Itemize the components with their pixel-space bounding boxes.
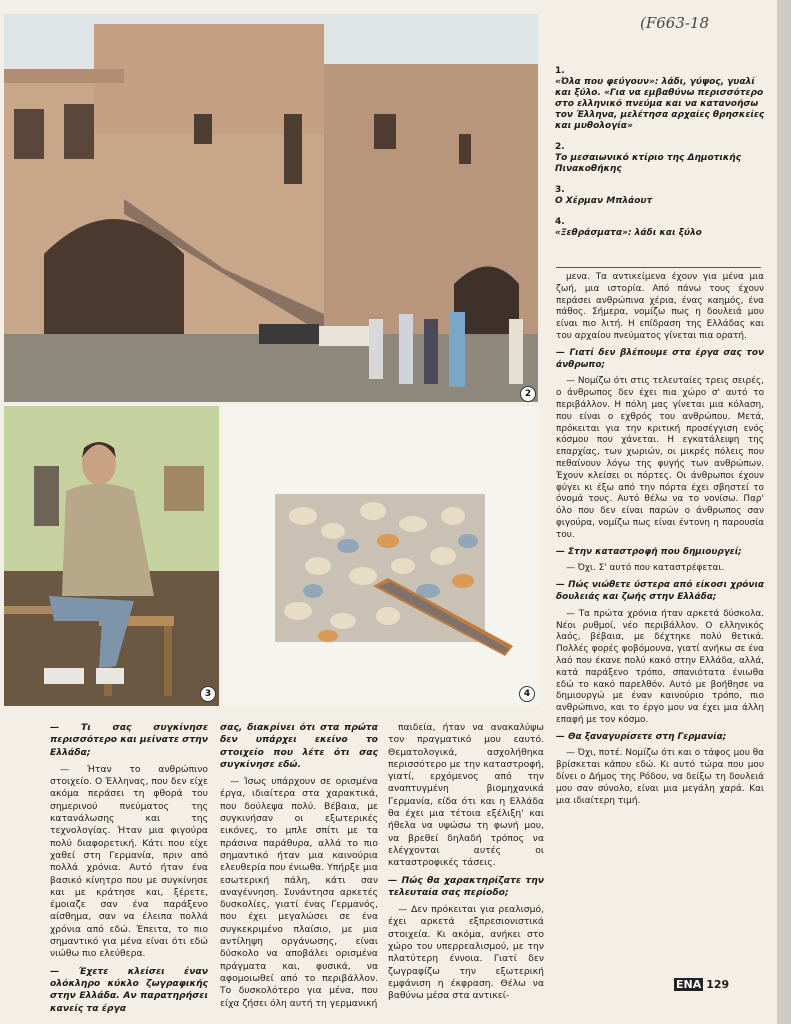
paragraph: — Νομίζω ότι στις τελευταίες τρεις σειρές, ο άνθρωπος δεν έχει πια χώρο σ' αυτό το περιβάλλον. Η πόλη μας γίνεται μια κόλαση, που είναι ο εχθρός του ανθρώπου. Μετά, πρόκειται για την κριτική προσέγγιση ενός κόσμου που χάνεται. Η εγκατάλειψη της επαρχίας, των χωριών, οι μικρές πόλεις που πεθαίνουν λόγω της φυγής των ανθρώπων. Έχουν κλείσει οι πόρτες. Οι άνθρωποι έχουν φύγει κι έξω από την πόρτα έχει σβηστεί το όνομά τους. Αυτό θέλω να το νονίσω. Παρ' όλο που δεν είναι παρών ο άνθρωπος σαν φιγούρα, νομίζω πως είναι έντονη η παρουσία του. [556,376,764,540]
question: — Έχετε κλείσει έναν ολόκληρο κύκλο ζωγραφικής στην Ελλάδα. Αν παρατηρήσει κανείς τα έργα [50,965,208,1014]
artist-illustration [4,406,219,706]
paragraph: — Όχι. Σ' αυτό που καταστρέφεται. [566,563,725,574]
photo-number-4: 4 [519,686,535,702]
article-column-2 [220,722,378,1015]
caption-1: 1. «Όλα που φεύγουν»: λάδι, γύψος, γυαλί και ξύλο. «Για να εμβαθύνω περισσότερο στο ελληνικό πνεύμα και να κατανοήσω τον Έλληνα, μελέτησα αρχαίες θρησκείες και μυθολογία» [555,66,765,131]
question: — Πώς θα χαρακτηρίζατε την τελευταία σας περίοδο; [388,874,544,898]
question: — Τι σας συγκίνησε περισσότερο και μείνατε στην Ελλάδα; [50,722,208,758]
page-number: 129 [706,978,730,991]
artwork-illustration [223,406,539,706]
photo-medieval-building [4,14,538,402]
article-column-3 [388,722,544,1008]
question: — Γιατί δεν βλέπουμε στα έργα σας τον άνθρωπο; [556,347,764,370]
paragraph: — Ήταν το ανθρώπινο στοιχείο. Ο Έλληνας, που δεν είχε ακόμα περάσει τη φθορά του σημερινού πνεύματος της κατανάλωσης και της τεχνολογίας. Ήταν μια φιγούρα πολύ διαφορετική. Κάτι που είχε χαθεί στη Γερμανία, πριν από πολλά χρόνια. Αυτό ήταν ένα βασικό κίνητρο που με συγκίνησε και με κράτησε και, ξέρετε, έμοιαζε σαν ένα παράξενο αίσθημα, σαν να έλειπα πολλά χρόνια από εδώ. Έπειτα, το πιο σημαντικό για μένα είναι ότι εδώ νιώθω πιο ελεύθερα. [50,763,208,960]
paragraph: — Ίσως υπάρχουν σε ορισμένα έργα, ιδιαίτερα στα χαρακτικά, που δούλεψα πολύ. Βέβαια, με συγκινήσαν οι εξωτερικές εικόνες, το μπλε σπίτι με τα πράσινα παράθυρα, αλλά το πιο σημαντικό ήταν μια καινούρια ελευθερία που ένιωθα. Υπήρξε μια εσωτερική πάλη, κάτι σαν αναγέννηση. Συνάντησα αρκετές δυσκολίες, γιατί ένας Γερμανός, που έχει μεγαλώσει σε ένα συγκεκριμένο πλαίσιο, με μια αντίληψη οργάνωσης, είναι δύσκολο να αποβάλει ορισμένα πράγματα και, φυσικά, να αφομοιωθεί από το περιβάλλον. Το δυσκολότερο για μένα, που είχα ζήσει όλη αυτή τη γερμανική [220,776,378,1009]
magazine-logo: ΕΝΑ [676,978,702,991]
page-footer [674,978,729,991]
handwritten-archive-note: (F663-18 [640,14,710,32]
article-column-1 [50,722,208,1020]
paragraph: μενα. Τα αντικείμενα έχουν για μένα μια ζωή, μια ιστορία. Από πάνω τους έχουν περάσει ανθρώπινα χέρια, ένας καημός, ένα πάθος. Σήμερα, νομίζω πως η δουλειά μου είναι πιο λιτή. Η επίδραση της Ελλάδας και του αρχαίου πνεύματος γίνεται πια ορατή. [556,272,764,341]
question: — Στην καταστροφή που δημιουργεί; [556,546,742,557]
building-illustration [4,14,538,402]
caption-4: 4. «Ξεθράσματα»: λάδι και ξύλο [555,217,702,238]
question: σας, διακρίνει ότι στα πρώτα δεν υπάρχει εκείνο το στοιχείο που λέτε ότι σας συγκίνησε εδώ. [220,722,378,770]
article-column-right [556,272,764,812]
photo-number-3: 3 [200,686,216,702]
question: — Θα ξαναγυρίσετε στη Γερμανία; [556,731,727,742]
caption-2: 2. Το μεσαιωνικό κτίριο της Δημοτικής Πινακοθήκης [555,142,742,174]
caption-divider [556,267,761,268]
photo-number-2: 2 [520,386,536,402]
paragraph: παιδεία, ήταν να ανακαλύψω τον πραγματικό μου εαυτό. Θεματολογικά, ασχολήθηκα περισσότερο με την καταστροφή, γιατί, ερχόμενος από την αναπτυγμένη βιομηχανικά Γερμανία, είδα ότι και η Ελλάδα θα έχει μια τέτοια εξέλιξη' και ήθελα να υψώσω τη φωνή μου, να βρεθεί δηλαδή τρόπος να ελέγχονται αυτές οι καταστροφικές τάσεις. [388,722,544,869]
paragraph: — Δεν πρόκειται για ρεαλισμό, έχει αρκετά εξπρεσιονιστικά στοιχεία. Κι ακόμα, ανήκει στο χώρο του υπερρεαλισμού, με την πλατύτερη έννοια. Γιατί δεν ζωγραφίζω την εξωτερική εμφάνιση η έκφραση. Θέλω να βαθύνω μέσα στα αντικεί- [388,904,544,1002]
question: — Πώς νιώθετε ύστερα από είκοσι χρόνια δουλειάς και ζωής στην Ελλάδα; [556,580,764,602]
caption-3: 3. Ο Χέρμαν Μπλάουτ [555,185,653,206]
photo-artist-portrait [4,406,219,706]
paragraph: — Όχι, ποτέ. Νομίζω ότι και ο τάφος μου θα βρίσκεται κάπου εδώ. Κι αυτό τώρα που μου δίνει ο Δήμος της Ρόδου, να δείξω τη δουλειά μου σαν σύνολο, είναι μια μεγάλη χαρά. Και μια ιδιαίτερη τιμή. [556,748,764,806]
paragraph: — Τα πρώτα χρόνια ήταν αρκετά δύσκολα. Νέοι ρυθμοί, νέο περιβάλλον. Ο ελληνικός λαός, βέβαια, με δέχτηκε πολύ θετικά. Πολλές φορές φοβόμουνα, γιατί ανήκω σε ένα λαό που έκανε πολύ κακό στην Ελλάδα, αλλά, κατά παράξενο τρόπο, σπανιότατα ένιωθα εδώ το κακό παρελθόν. Αυτό με βοήθησε να δημιουργώ με έναν καινούριο τρόπο, πιο ανθρώπινο, και το έργο μου να έχει μια άλλη επαφή με τον κόσμο. [556,608,764,725]
photo-captions [555,66,765,249]
scan-edge [777,0,791,1024]
photo-artwork-pebbles [223,406,539,706]
